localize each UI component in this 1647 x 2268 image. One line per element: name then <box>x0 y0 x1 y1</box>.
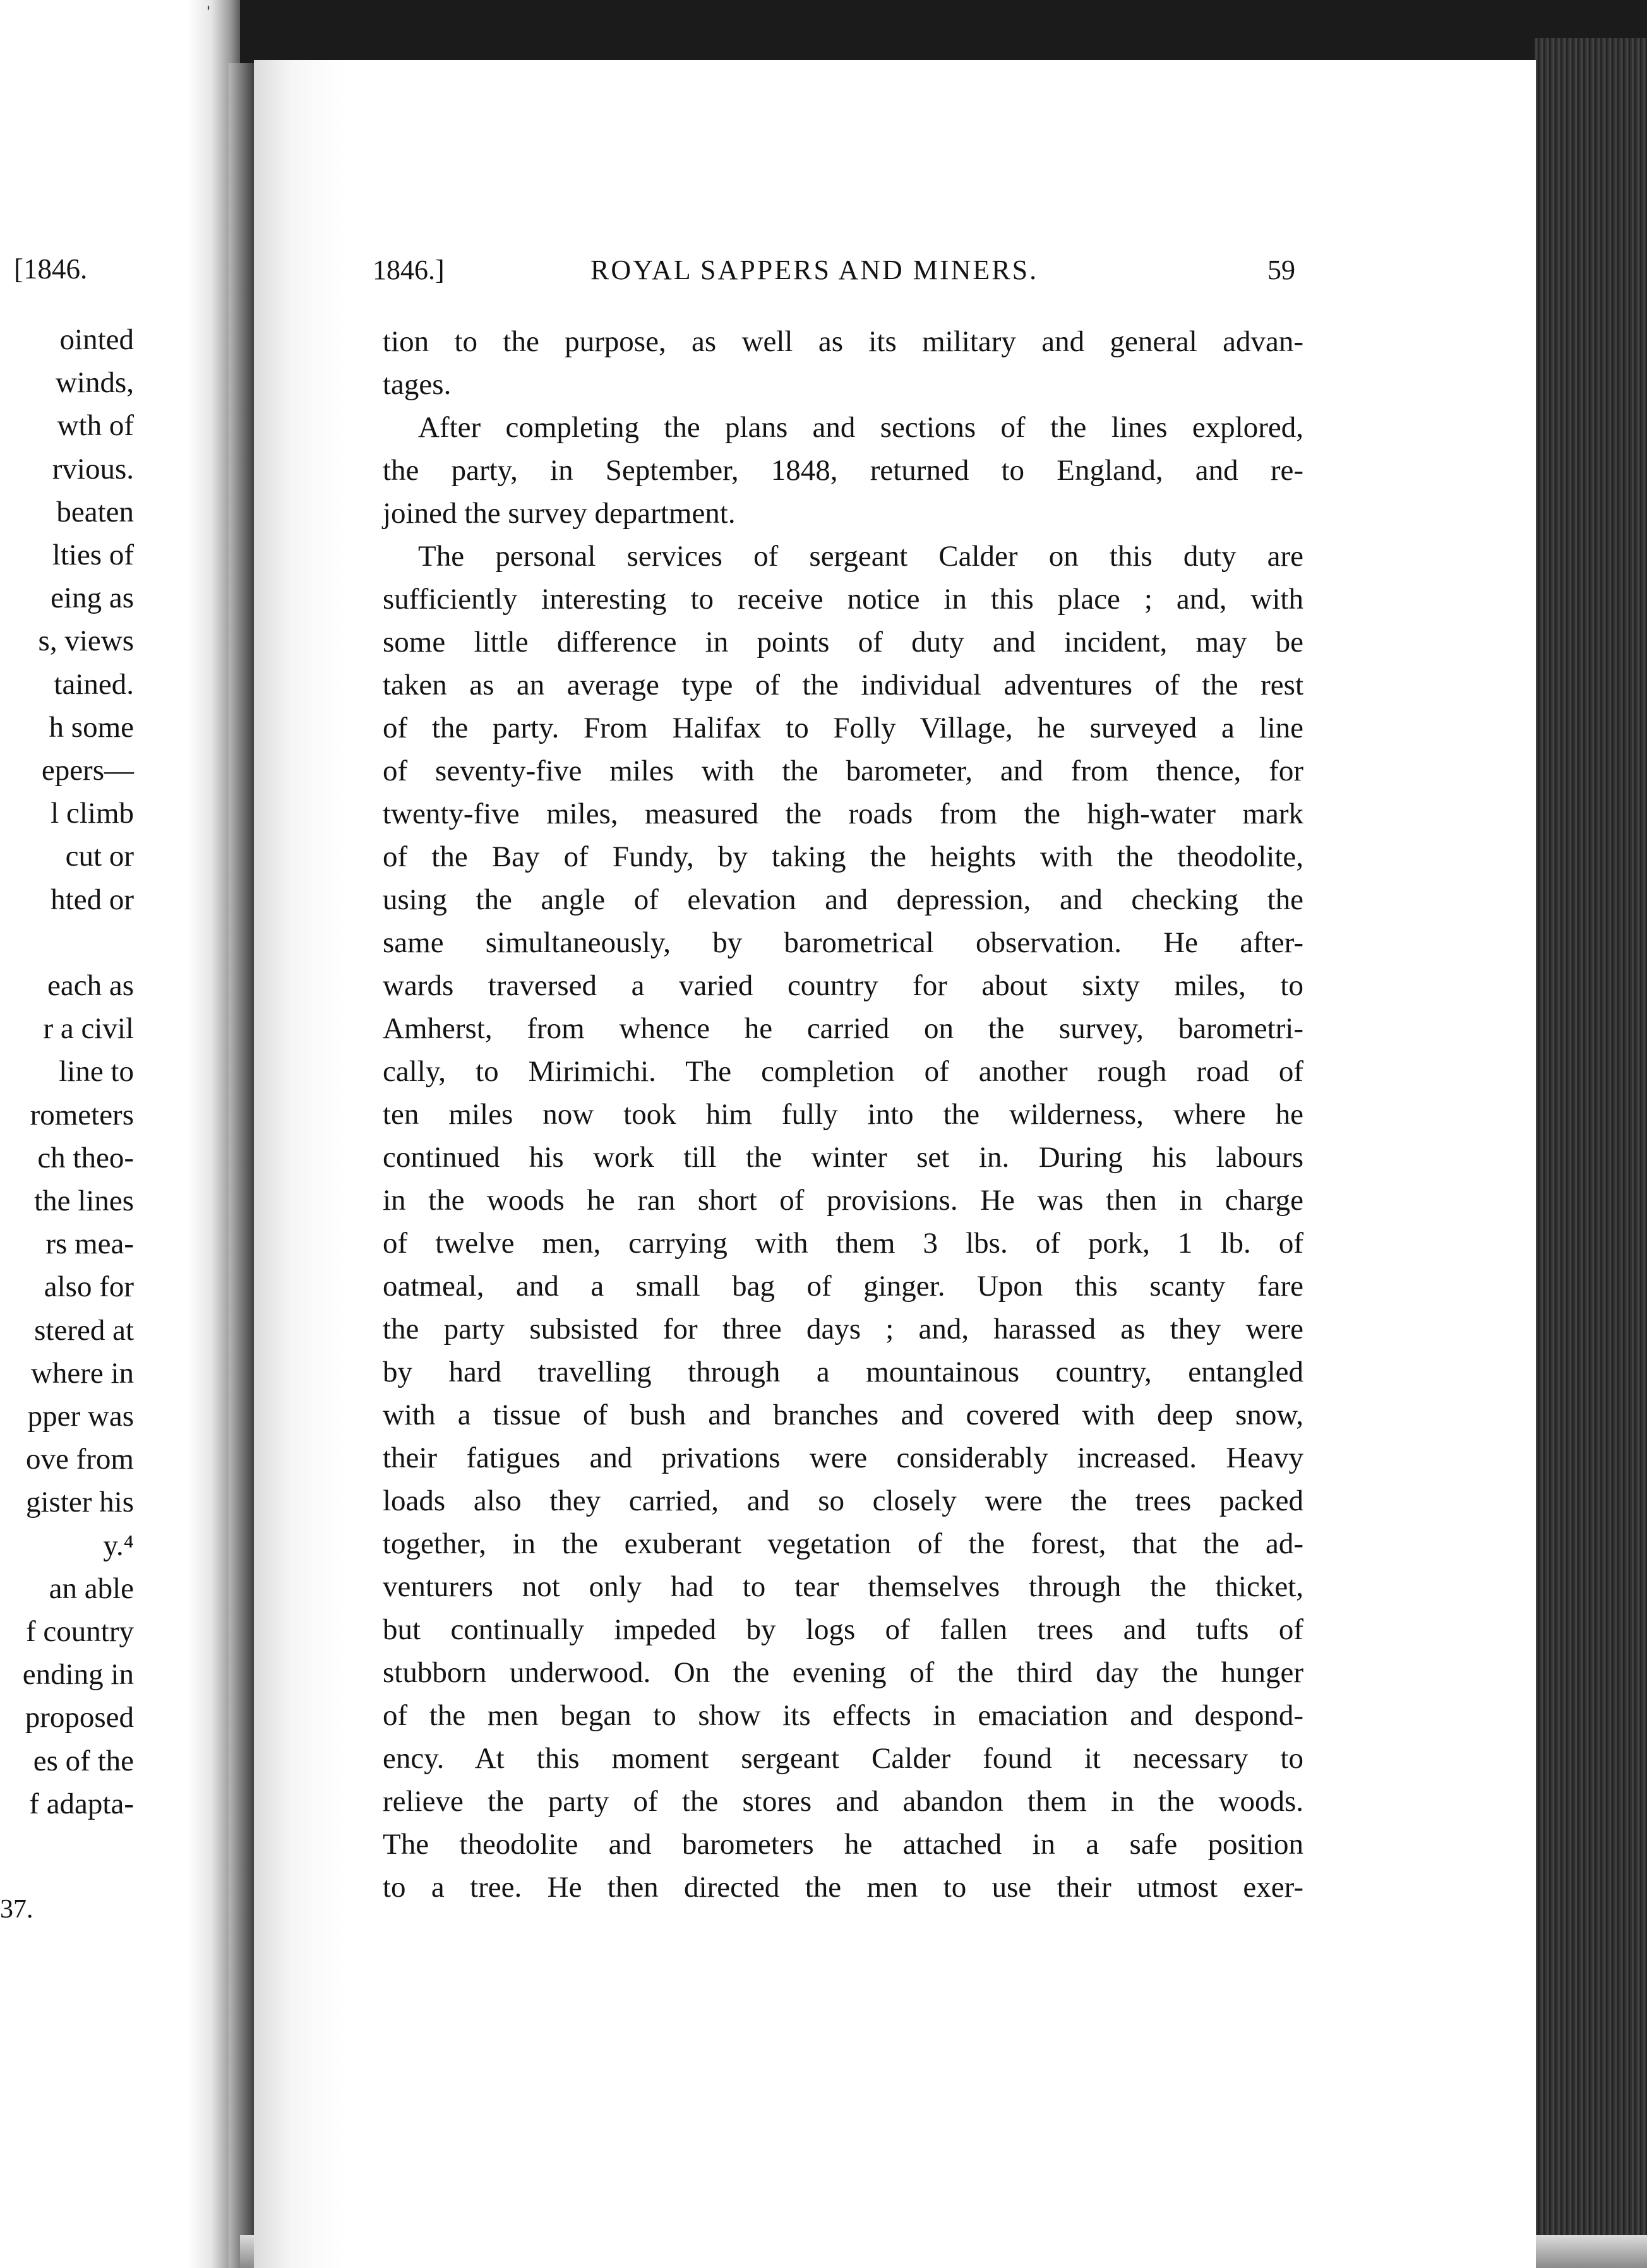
left-page-line: hted or <box>51 883 134 916</box>
body-line: of the Bay of Fundy, by taking the heights with the theodolite, <box>383 840 1303 873</box>
left-page-line: l climb <box>51 797 134 830</box>
body-line: Amherst, from whence he carried on the survey, barometri- <box>383 1012 1303 1045</box>
left-page-line: lties of <box>52 539 134 571</box>
body-line: of the party. From Halifax to Folly Village, he surveyed a line <box>383 712 1303 744</box>
left-page-line: also for <box>44 1270 134 1304</box>
body-line: tages. <box>383 368 452 401</box>
left-page-line: rs mea- <box>45 1227 134 1261</box>
body-line: continued his work till the winter set in. During his labours <box>383 1141 1303 1174</box>
body-line: The personal services of sergeant Calder on this duty are <box>418 540 1303 573</box>
body-line: cally, to Mirimichi. The completion of another rough road of <box>383 1055 1303 1088</box>
left-page-line: es of the <box>33 1744 134 1777</box>
left-page-line: ending in <box>22 1658 134 1692</box>
left-page-header: [1846. <box>14 253 88 285</box>
body-line: After completing the plans and sections of the lines explored, <box>418 411 1303 444</box>
body-line: some little difference in points of duty and incident, may be <box>383 626 1303 659</box>
left-page-footnote: 37. <box>0 1895 33 1924</box>
left-page-line: rvious. <box>52 452 134 486</box>
left-page-line: winds, <box>55 366 134 400</box>
body-line: ten miles now took him fully into the wilderness, where he <box>383 1098 1303 1131</box>
body-line: ency. At this moment sergeant Calder found it necessary to <box>383 1742 1303 1775</box>
scan-mark: ˈ <box>204 1 213 29</box>
body-line: of seventy-five miles with the barometer, and from thence, for <box>383 755 1303 787</box>
body-line: sufficiently interesting to receive notice in this place ; and, with <box>383 583 1303 616</box>
body-line: twenty-five miles, measured the roads from the high-water mark <box>383 797 1303 830</box>
left-page-line: eing as <box>51 582 134 615</box>
left-page-line: r a civil <box>43 1012 134 1046</box>
body-line: their fatigues and privations were considerably increased. Heavy <box>383 1441 1303 1474</box>
left-page-line: ove from <box>26 1443 134 1476</box>
left-page-line: f adapta- <box>29 1787 134 1820</box>
body-line: of twelve men, carrying with them 3 lbs. of pork, 1 lb. of <box>383 1227 1303 1260</box>
left-page-line: beaten <box>56 495 134 528</box>
page-number: 59 <box>1267 254 1295 285</box>
left-page-line: stered at <box>34 1313 134 1347</box>
left-page-line: gister his <box>25 1486 134 1519</box>
left-page-line: h some <box>49 710 134 744</box>
body-line: of the men began to show its effects in emaciation and despond- <box>383 1699 1303 1732</box>
body-line: relieve the party of the stores and abandon them in the woods. <box>383 1785 1303 1818</box>
left-page-line: ch theo- <box>37 1141 134 1174</box>
left-page-line: y.⁴ <box>103 1529 134 1562</box>
left-page-line: epers— <box>41 754 134 787</box>
body-line: the party, in September, 1848, returned to England, and re- <box>383 454 1303 487</box>
body-line: the party subsisted for three days ; and, harassed as they were <box>383 1313 1303 1346</box>
body-line: same simultaneously, by barometrical observation. He after- <box>383 926 1303 959</box>
body-line: together, in the exuberant vegetation of the forest, that the ad- <box>383 1527 1303 1560</box>
body-line: to a tree. He then directed the men to use their utmost exer- <box>383 1871 1303 1904</box>
left-page-line: ointed <box>59 323 134 356</box>
body-line: with a tissue of bush and branches and covered with deep snow, <box>383 1399 1303 1431</box>
left-page-line: each as <box>47 969 134 1002</box>
left-page-line: f country <box>26 1615 134 1648</box>
page-edges <box>1535 38 1647 2268</box>
body-line: oatmeal, and a small bag of ginger. Upon this scanty fare <box>383 1270 1303 1303</box>
body-line: using the angle of elevation and depression, and checking the <box>383 883 1303 916</box>
left-page-line: tained. <box>54 667 134 701</box>
body-line: by hard travelling through a mountainous country, entangled <box>383 1356 1303 1388</box>
left-page-line: cut or <box>65 840 134 873</box>
running-head-year: 1846.] <box>373 254 445 285</box>
body-line: taken as an average type of the individual adventures of the rest <box>383 669 1303 701</box>
body-line: The theodolite and barometers he attached in a safe position <box>383 1828 1303 1861</box>
body-line: joined the survey department. <box>383 497 736 530</box>
running-head-title: ROYAL SAPPERS AND MINERS. <box>590 254 1039 285</box>
body-line: stubborn underwood. On the evening of the third day the hunger <box>383 1656 1303 1689</box>
body-line: loads also they carried, and so closely were the trees packed <box>383 1484 1303 1517</box>
left-page-line: line to <box>59 1055 134 1089</box>
left-page-line: wth of <box>57 409 134 443</box>
left-page-line: proposed <box>25 1701 134 1734</box>
left-page-line: an able <box>49 1572 134 1605</box>
body-line: but continually impeded by logs of fallen trees and tufts of <box>383 1613 1303 1646</box>
left-page-line: rometers <box>30 1098 134 1131</box>
left-page-line: pper was <box>27 1400 134 1433</box>
left-page-line: where in <box>30 1356 134 1390</box>
body-line: in the woods he ran short of provisions. He was then in charge <box>383 1184 1303 1217</box>
left-page-line: s, views <box>38 624 134 658</box>
body-line: tion to the purpose, as well as its military and general advan- <box>383 325 1303 358</box>
body-line: wards traversed a varied country for about sixty miles, to <box>383 969 1303 1002</box>
body-line: venturers not only had to tear themselves through the thicket, <box>383 1570 1303 1603</box>
left-page-line: the lines <box>34 1185 134 1217</box>
